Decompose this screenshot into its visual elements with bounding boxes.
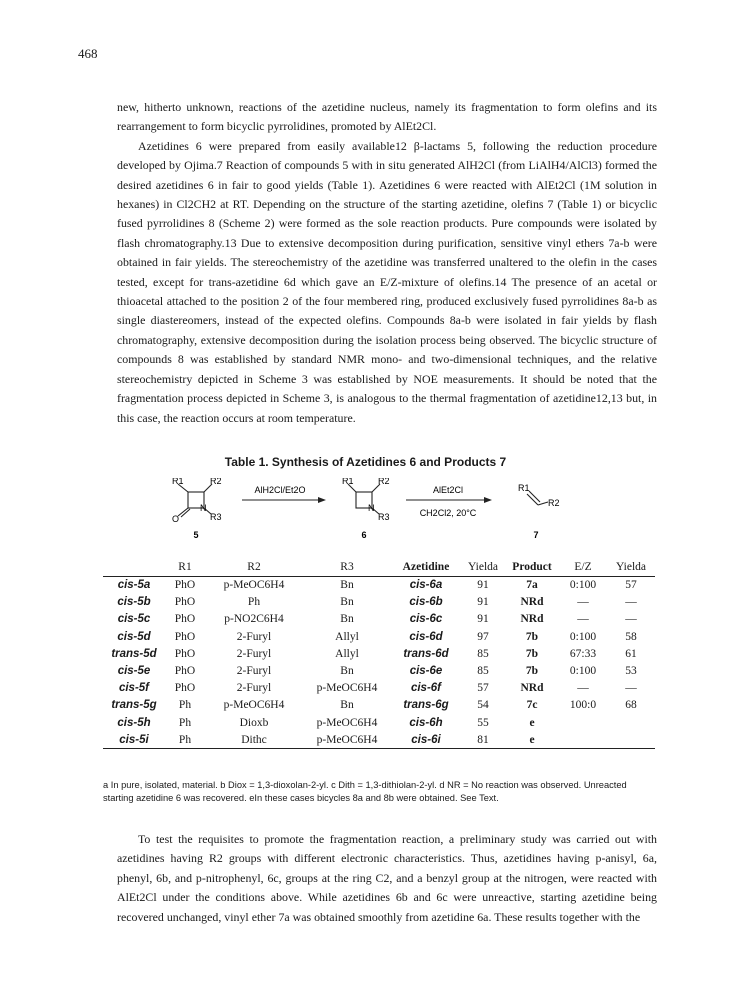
cell-r3: Bn <box>340 665 354 678</box>
cell-product: 7a <box>526 579 538 592</box>
table-row <box>103 714 655 731</box>
cell-yield-2 <box>607 714 655 731</box>
cell-yield-2: — <box>625 682 637 695</box>
cell-azetidine: cis-6d <box>409 630 443 643</box>
olefin-r1-label: R1 <box>518 483 530 493</box>
cell-product: e <box>505 731 559 749</box>
cell-azetidine: cis-6c <box>409 613 443 626</box>
cell-product: e <box>529 716 535 729</box>
cell-ez: — <box>577 596 589 609</box>
cell-azetidine: cis-6f <box>410 682 442 695</box>
reagent-1-label: AlH2Cl/Et2O <box>254 485 306 495</box>
cell-r2: Dithc <box>205 731 303 749</box>
cell-r2: 2-Furyl <box>236 647 272 660</box>
results-table <box>103 558 655 749</box>
table-row <box>103 594 655 611</box>
cell-azetidine: cis-6e <box>409 665 443 678</box>
cell-r3: Bn <box>340 596 354 609</box>
header-entry <box>103 558 165 576</box>
header-r2: R2 <box>205 558 303 576</box>
lactam-r1-label: R1 <box>172 478 184 486</box>
reagent-2-bottom-label: CH2Cl2, 20°C <box>419 508 477 518</box>
page-number: 468 <box>78 46 98 61</box>
cell-ez: — <box>577 682 589 695</box>
cell-r1: PhO <box>174 682 196 695</box>
cell-yield-2: 53 <box>625 665 637 678</box>
cell-azetidine: cis-6h <box>409 716 443 729</box>
reaction-arrow-2-head <box>484 497 492 503</box>
cell-entry: trans-5d <box>111 647 157 660</box>
paragraph-requisites: To test the requisites to promote the fragmentation reaction, a preliminary study was carried out with azetidines having R2 groups with different electronic characteristics. Thus, azetidines having p-anisyl, 6a, phenyl, 6b, and p-nitrophenyl, 6c, groups at the ring C2, and a benzyl group at the nitrogen, were reacted with AlEt2Cl under the conditions above. While azetidines 6b and 6c were unreactive, starting azetidine being recovered unchanged, vinyl ether 7a was obtained smoothly from azetidine 6a. These results together with the <box>117 832 657 924</box>
cell-ez: 67:33 <box>569 647 597 660</box>
cell-r1: Ph <box>165 731 205 749</box>
olefin-r2-label: R2 <box>548 498 560 508</box>
cell-ez: 100:0 <box>569 699 597 712</box>
cell-product: 7c <box>526 699 538 712</box>
table-row <box>103 611 655 628</box>
cell-r3: Bn <box>340 579 354 592</box>
header-r3: R3 <box>303 558 391 576</box>
cell-r2: p-MeOC6H4 <box>223 579 285 592</box>
cell-r2: 2-Furyl <box>236 682 272 695</box>
cell-yield-1: 57 <box>477 682 489 695</box>
cell-r2: p-NO2C6H4 <box>224 613 284 626</box>
cell-yield-1: 55 <box>477 716 489 729</box>
reaction-arrow-1-head <box>318 497 326 503</box>
cell-entry: cis-5f <box>118 682 150 695</box>
lactam-r2-label: R2 <box>210 478 222 486</box>
cell-r3: Bn <box>340 699 354 712</box>
table-title: Table 1. Synthesis of Azetidines 6 and Products 7 <box>224 455 507 469</box>
table-row <box>103 662 655 679</box>
cell-r2: Ph <box>247 596 261 609</box>
table-footnote: a In pure, isolated, material. b Diox = 1,3-dioxolan-2-yl. c Dith = 1,3-dithiolan-2-yl. d NR = No reaction was observed. Unreacted starting azetidine 6 was recovered. eIn these cases bicycles 8a and 8b were obtained. See Text. <box>103 780 627 803</box>
azetidine-structure <box>348 484 380 514</box>
cell-ez: 0:100 <box>569 665 597 678</box>
cell-ez: 0:100 <box>569 630 597 643</box>
cell-r2: 2-Furyl <box>236 630 272 643</box>
cell-ez <box>559 714 607 731</box>
header-r1: R1 <box>165 558 205 576</box>
paragraph-azetidines: Azetidines 6 were prepared from easily available12 β-lactams 5, following the reduction procedure developed by Ojima.7 Reaction of compounds 5 with in situ generated AlH2Cl (from LiAlH4/AlCl3) formed the desired azetidines 6 in fair to good yields (Table 1). Azetidines 6 were reacted with AlEt2Cl (1M solution in hexanes) in Cl2CH2 at RT. Depending on the structure of the starting azetidine, olefins 7 (Table 1) or bicyclic fused pyrrolidines 8 (Scheme 2) were formed as the sole reaction products. Pure compounds were isolated by flash chromatography.13 Due to extensive decomposition during purification, sensitive vinyl ethers 7a-b were obtained in fair yields. The stereochemistry of the azetidine was transferred unaltered to the olefin in the cases tested, except for trans-azetidine 6d which gave an E/Z-mixture of olefins.14 The presence of an acetal or thioacetal attached to the position 2 of the four membered ring, produced exclusively fused pyrrolidines 8a-b as single diastereomers, instead of the expected olefins. Compounds 8a-b were isolated in fair yields by flash chromatography, extensive decomposition during the isolation process being observed. The bicyclic structure of compounds 8 was established by standard NMR mono- and two-dimensional techniques, and the relative stereochemistry depicted in Scheme 3 was established by NOE measurements. It should be noted that the fragmentation process depicted in Scheme 3, is analogous to the thermal fragmentation of azetidine12,13 but, in this case, the reaction occurs at room temperature. <box>117 138 657 425</box>
cell-product: 7b <box>525 647 539 660</box>
cell-entry: cis-5i <box>103 731 165 749</box>
cell-r2: 2-Furyl <box>236 665 272 678</box>
cell-product: 7b <box>525 630 539 643</box>
table-header-row <box>103 558 655 576</box>
cell-r1: PhO <box>174 579 196 592</box>
table-row <box>103 628 655 645</box>
cell-yield-2 <box>607 731 655 749</box>
cell-entry: cis-5h <box>117 716 151 729</box>
cell-entry: cis-5b <box>117 596 151 609</box>
cell-entry: cis-5c <box>117 613 151 626</box>
compound-6-label: 6 <box>361 530 367 540</box>
cell-yield-2: — <box>625 613 637 626</box>
table-row <box>103 731 655 749</box>
azetidine-r2-label: R2 <box>378 478 390 486</box>
azetidine-nitrogen-label: N <box>368 503 375 513</box>
lactam-oxygen-label: O <box>172 514 180 524</box>
cell-entry: cis-5e <box>117 665 151 678</box>
cell-yield-2: 68 <box>625 699 637 712</box>
cell-r3: Bn <box>340 613 354 626</box>
cell-yield-2: — <box>625 596 637 609</box>
cell-azetidine: cis-6b <box>409 596 443 609</box>
table-row <box>103 645 655 662</box>
lactam-nitrogen-label: N <box>200 503 207 513</box>
cell-yield-1: 91 <box>477 579 489 592</box>
cell-r3: p-MeOC6H4 <box>303 731 391 749</box>
cell-r1: PhO <box>174 647 196 660</box>
body-text <box>117 98 657 428</box>
azetidine-r1-label: R1 <box>342 478 354 486</box>
cell-yield-1: 81 <box>461 731 505 749</box>
cell-yield-1: 54 <box>477 699 489 712</box>
cell-product: NRd <box>520 613 544 626</box>
table-row <box>103 576 655 594</box>
cell-r3: Allyl <box>335 630 359 643</box>
cell-ez: — <box>577 613 589 626</box>
paragraph-intro: new, hitherto unknown, reactions of the azetidine nucleus, namely its fragmentation to form olefins and its rearrangement to form bicyclic pyrrolidines, promoted by AlEt2Cl. <box>117 100 657 134</box>
cell-r1: PhO <box>174 630 196 643</box>
cell-yield-2: 57 <box>625 579 637 592</box>
header-azetidine: Azetidine <box>391 558 461 576</box>
table-row <box>103 697 655 714</box>
compound-5-label: 5 <box>193 530 199 540</box>
compound-7-label: 7 <box>533 530 539 540</box>
cell-azetidine: cis-6a <box>409 579 443 592</box>
cell-yield-1: 91 <box>477 596 489 609</box>
cell-r1: Ph <box>178 699 192 712</box>
header-yield-2: Yielda <box>607 558 655 576</box>
cell-r1: PhO <box>174 596 196 609</box>
azetidine-r3-label: R3 <box>378 512 390 522</box>
cell-r3: Allyl <box>335 647 359 660</box>
cell-yield-1: 97 <box>477 630 489 643</box>
table-row <box>103 680 655 697</box>
cell-r2: p-MeOC6H4 <box>223 699 285 712</box>
cell-yield-1: 85 <box>477 647 489 660</box>
beta-lactam-structure <box>178 484 212 517</box>
cell-product: NRd <box>520 682 544 695</box>
header-ez: E/Z <box>559 558 607 576</box>
olefin-structure <box>527 491 548 505</box>
cell-azetidine: trans-6g <box>403 699 449 712</box>
reaction-scheme <box>150 478 630 556</box>
cell-entry: cis-5a <box>117 579 151 592</box>
cell-r3: p-MeOC6H4 <box>316 682 378 695</box>
tail-text <box>117 830 657 927</box>
cell-r1: Ph <box>178 716 192 729</box>
cell-r3: p-MeOC6H4 <box>316 716 378 729</box>
cell-yield-1: 91 <box>477 613 489 626</box>
lactam-r3-label: R3 <box>210 512 222 522</box>
reagent-2-top-label: AlEt2Cl <box>432 485 464 495</box>
cell-ez: 0:100 <box>569 579 597 592</box>
header-product: Product <box>505 558 559 576</box>
cell-azetidine: trans-6d <box>403 647 449 660</box>
cell-ez <box>559 731 607 749</box>
cell-r2: Dioxb <box>239 716 269 729</box>
cell-yield-1: 85 <box>477 665 489 678</box>
cell-product: 7b <box>525 665 539 678</box>
header-yield-1: Yielda <box>461 558 505 576</box>
cell-yield-2: 58 <box>625 630 637 643</box>
cell-r1: PhO <box>174 613 196 626</box>
cell-r1: PhO <box>174 665 196 678</box>
cell-entry: trans-5g <box>111 699 157 712</box>
cell-entry: cis-5d <box>117 630 151 643</box>
cell-product: NRd <box>520 596 544 609</box>
cell-yield-2: 61 <box>625 647 637 660</box>
cell-azetidine: cis-6i <box>391 731 461 749</box>
